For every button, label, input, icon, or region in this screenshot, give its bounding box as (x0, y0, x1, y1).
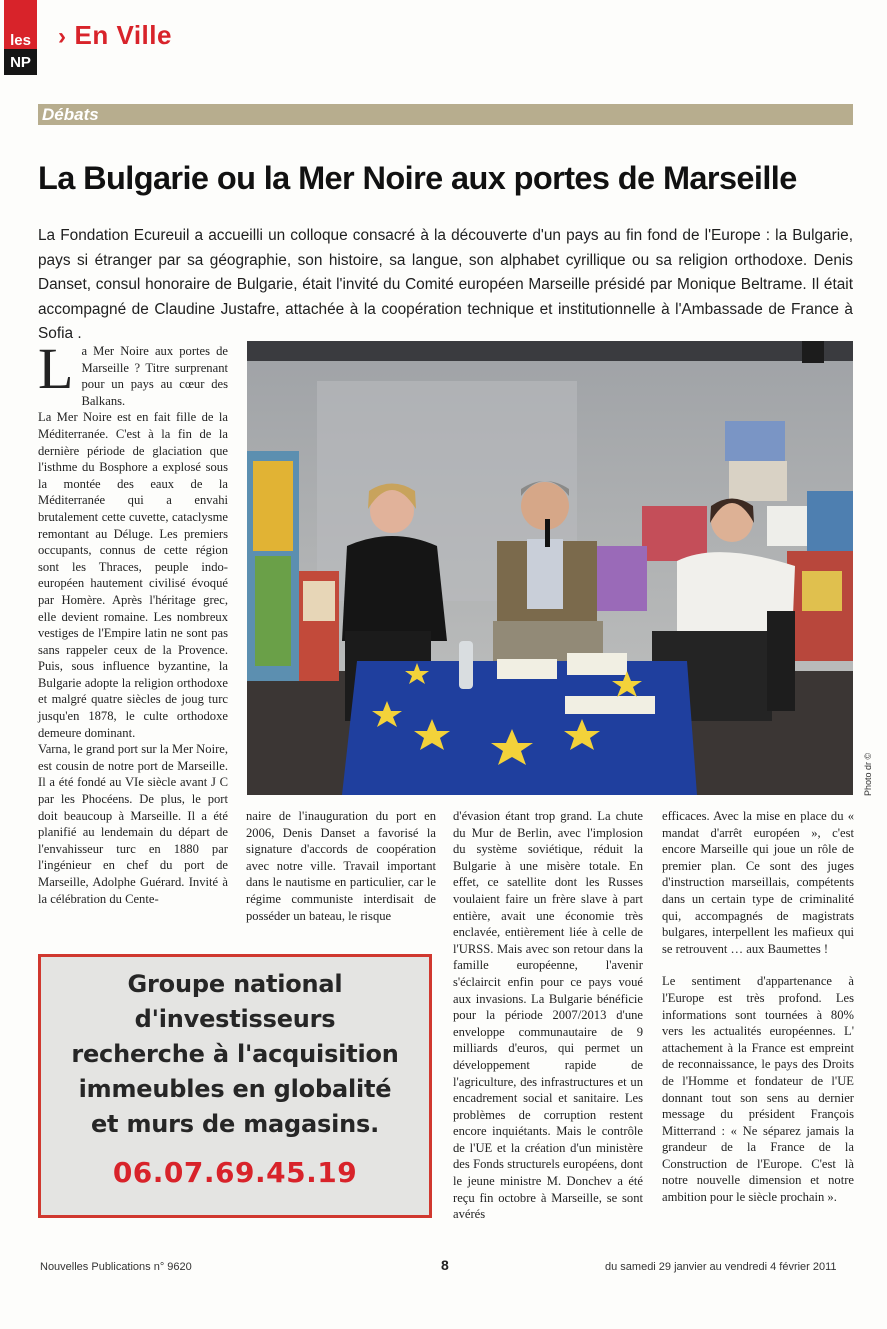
photo-credit (853, 740, 873, 796)
footer-publication: Nouvelles Publications n° 9620 (40, 1261, 192, 1273)
ad-line: immeubles en globalité (78, 1075, 392, 1103)
ad-line: recherche à l'acquisition (71, 1040, 399, 1068)
ad-line: et murs de magasins. (90, 1110, 380, 1138)
article-column-3 (453, 808, 643, 1223)
column-3-paragraph-1: d'évasion étant trop grand. La chute du Mur de Berlin, avec l'implosion du système soviétique, réduit la Bulgarie à une misère totale. En effet, ce satellite dont les Russes voulaient faire un frère slave à part entière, avait une économie très enclavée, entièrement liée à celle de l'URSS. Mais avec son retour dans la famille européenne, l'avenir s'éclaircit enfin pour ce pays voué aux invasions. La Bulgarie bénéficie pour la période 2007/2013 d'une enveloppe communautaire de 9 milliards d'euros, qui permet un développement rapide de l'agriculture, des infrastructures et un encadrement social et sanitaire. Les problèmes de corruption restent encore inquiétants. Mais le contrôle de l'UE et la création d'un ministère des Fonds structurels européens, dont le jeune ministre M. Donchev a été reçu fin octobre à Marseille, se sont avérés (453, 809, 643, 1222)
chevron-right-icon: › (58, 23, 67, 50)
ad-line: d'investisseurs (134, 1005, 336, 1033)
ad-line: Groupe national (127, 970, 343, 998)
article-column-4 (662, 808, 854, 1206)
rubric-bar (38, 104, 853, 125)
article-column-2 (246, 808, 436, 924)
footer-dates: du samedi 29 janvier au vendredi 4 février 2011 (605, 1261, 837, 1273)
column-4-paragraph-2: Le sentiment d'appartenance à l'Europe est très profond. Les informations sont tournées à 80% vers les actualités européennes. L' attachement à la France est empreint de reconnaissance, le pays des Droits de l'Homme et fondateur de l'UE donnant tout son sens au dernier message du président François Mitterrand : « Ne séparez jamais la grandeur de la France de la Construction de l'Europe. C'est là notre nouvelle dimension et notre ambition pour le siècle prochain ». (662, 974, 854, 1205)
drop-cap: L (38, 336, 74, 401)
rubric-label: Débats (42, 105, 99, 124)
column-1-paragraph-1 (38, 336, 228, 409)
column-1-paragraph-3: Varna, le grand port sur la Mer Noire, est cousin de notre port de Marseille. Il a été fondé au VIe siècle avant J C par les Phocéens. De plus, le port doit beaucoup à Marseille. Il a été planifié au lendemain du départ de l'envahisseur turc en 1880 par l'ingénieur en chef du port de Marseille, Adolphe Guérard. Invité à la célébration du Cente- (38, 742, 228, 906)
logo-bottom-text: NP (4, 49, 37, 75)
article-photo (247, 341, 853, 795)
column-1-paragraph-2: La Mer Noire est en fait fille de la Méditerranée. C'est à la fin de la dernière période de glaciation que l'isthme du Bosphore a explosé sous la montée des eaux de la Méditerranée qui a envahi brutalement cette cuvette, cataclysme remontant au Déluge. Les premiers occupants, connus de cette région sont les Thraces, peuple indo-européen hautement civilisé évoqué par Homère. Après l'héritage grec, elle devient romaine. Les nombreux vestiges de l'Empire latin ne sont pas sans rappeler ceux de la Provence. Puis, sous influence byzantine, la Bulgarie adopte la religion orthodoxe et malgré quatre siècles de joug turc jusqu'en 1878, le culte orthodoxe demeure dominant. (38, 410, 228, 740)
column-1-paragraph-1-text: a Mer Noire aux portes de Marseille ? Titre surprenant pour un pays au cœur des Balkans. (81, 344, 228, 408)
logo-top-text: les (4, 0, 37, 49)
ad-text (41, 967, 429, 1142)
column-4-paragraph-1: efficaces. Avec la mise en place du « mandat d'arrêt européen », c'est encore Marseille qui joue un rôle de premier plan. Ce sont des juges d'instruction marseillais, compétents dans un certain type de criminalité qui, accompagnés de magistrats bulgares, interpellent les mafieux qui se retrouvent … aux Baumettes ! (662, 809, 854, 956)
photo-credit-text: Photo dr © (863, 752, 873, 796)
section-title-text: En Ville (74, 20, 172, 50)
ad-phone-number: 06.07.69.45.19 (112, 1156, 358, 1189)
classified-ad (38, 954, 432, 1218)
publication-logo (4, 0, 37, 75)
page-number: 8 (441, 1257, 449, 1273)
article-headline: La Bulgarie ou la Mer Noire aux portes de Marseille (38, 160, 797, 196)
column-2-paragraph-1: naire de l'inauguration du port en 2006, Denis Danset a favorisé la signature d'accords de coopération avec notre ville. Travail important dans le nautisme en particulier, car le régime communiste interdisait de posséder un bateau, le risque (246, 809, 436, 923)
article-column-1 (38, 336, 228, 907)
section-title (58, 20, 172, 51)
article-lead: La Fondation Ecureuil a accueilli un colloque consacré à la découverte d'un pays au fin fond de l'Europe : la Bulgarie, pays si étranger par sa géographie, son histoire, sa langue, son alphabet cyrillique ou sa religion orthodoxe. Denis Danset, consul honoraire de Bulgarie, était l'invité du Comité européen Marseille présidé par Monique Beltrame. Il était accompagné de Claudine Justafre, attachée à la coopération technique et institutionnelle à l'Ambassade de France à Sofia . (38, 227, 853, 342)
